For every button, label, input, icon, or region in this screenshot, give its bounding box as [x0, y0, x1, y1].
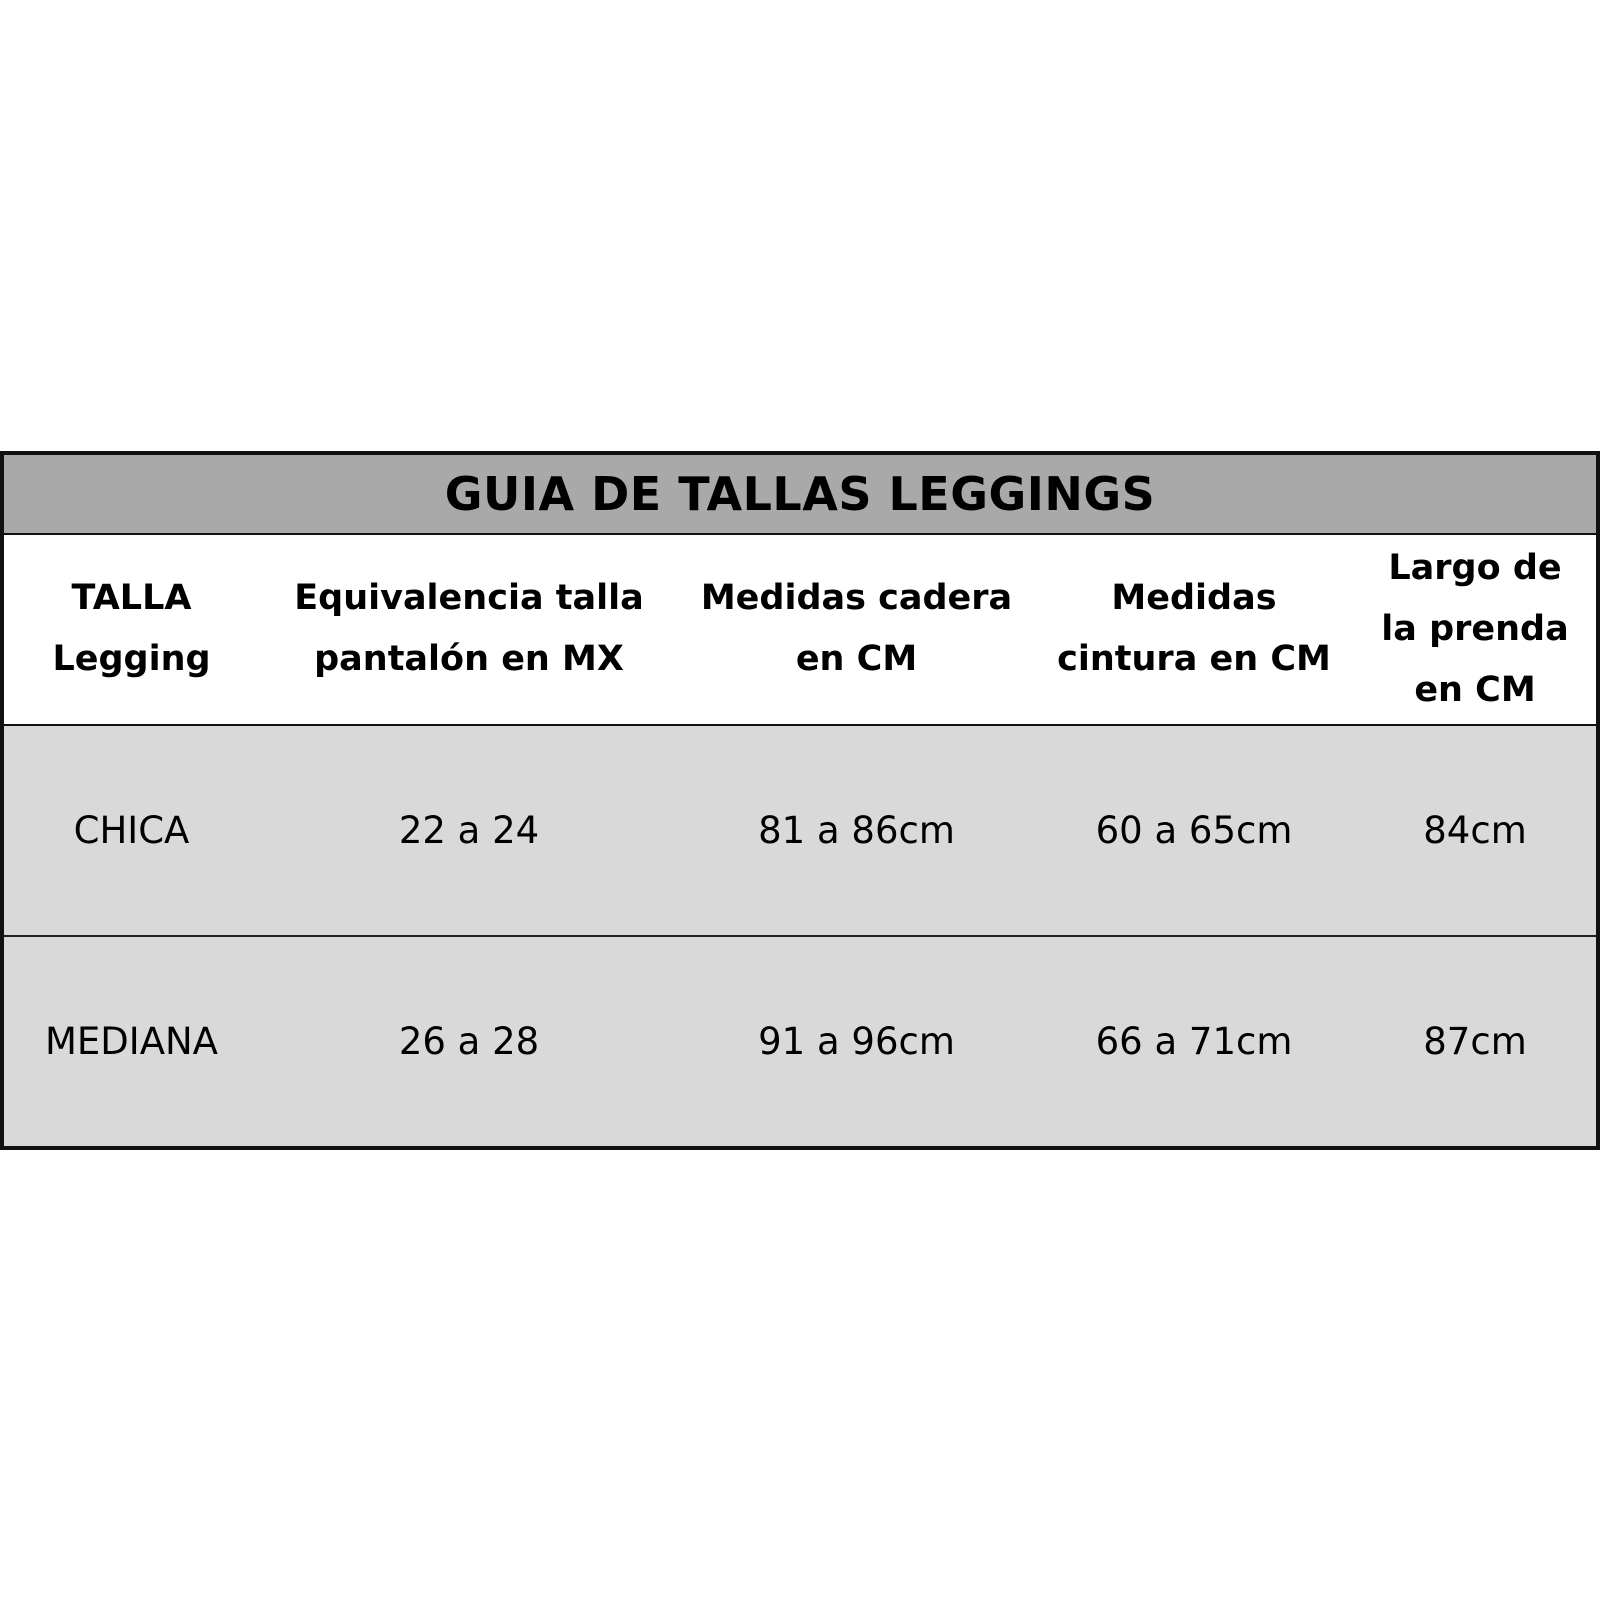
cell-equivalencia: 26 a 28	[398, 1019, 540, 1063]
cell-cintura: 60 a 65cm	[1095, 808, 1293, 852]
table-row	[4, 726, 1596, 937]
cell-largo: 84cm	[1423, 808, 1527, 852]
header-cadera	[679, 535, 1034, 724]
header-equivalencia-label: Equivalencia talla pantalón en MX	[294, 578, 644, 680]
cell-largo: 87cm	[1423, 1019, 1527, 1063]
cell-talla: CHICA	[73, 808, 190, 852]
cell-cadera: 81 a 86cm	[758, 808, 955, 852]
header-cintura	[1034, 535, 1354, 724]
header-cintura-label: Medidas cintura en CM	[1057, 578, 1331, 680]
cell-talla: MEDIANA	[44, 1019, 218, 1063]
header-largo-label: Largo de la prenda en CM	[1381, 547, 1569, 710]
table-title: GUIA DE TALLAS LEGGINGS	[4, 455, 1596, 535]
header-equivalencia	[259, 535, 679, 724]
table-row	[4, 937, 1596, 1146]
header-cadera-label: Medidas cadera en CM	[700, 578, 1013, 680]
header-talla	[4, 535, 259, 724]
cell-equivalencia: 22 a 24	[398, 808, 540, 852]
cell-cadera: 91 a 96cm	[758, 1019, 955, 1063]
header-largo	[1354, 535, 1596, 724]
header-row	[4, 535, 1596, 726]
header-talla-label: TALLA Legging	[52, 578, 211, 680]
cell-cintura: 66 a 71cm	[1095, 1019, 1293, 1063]
size-guide-table	[0, 451, 1600, 1150]
